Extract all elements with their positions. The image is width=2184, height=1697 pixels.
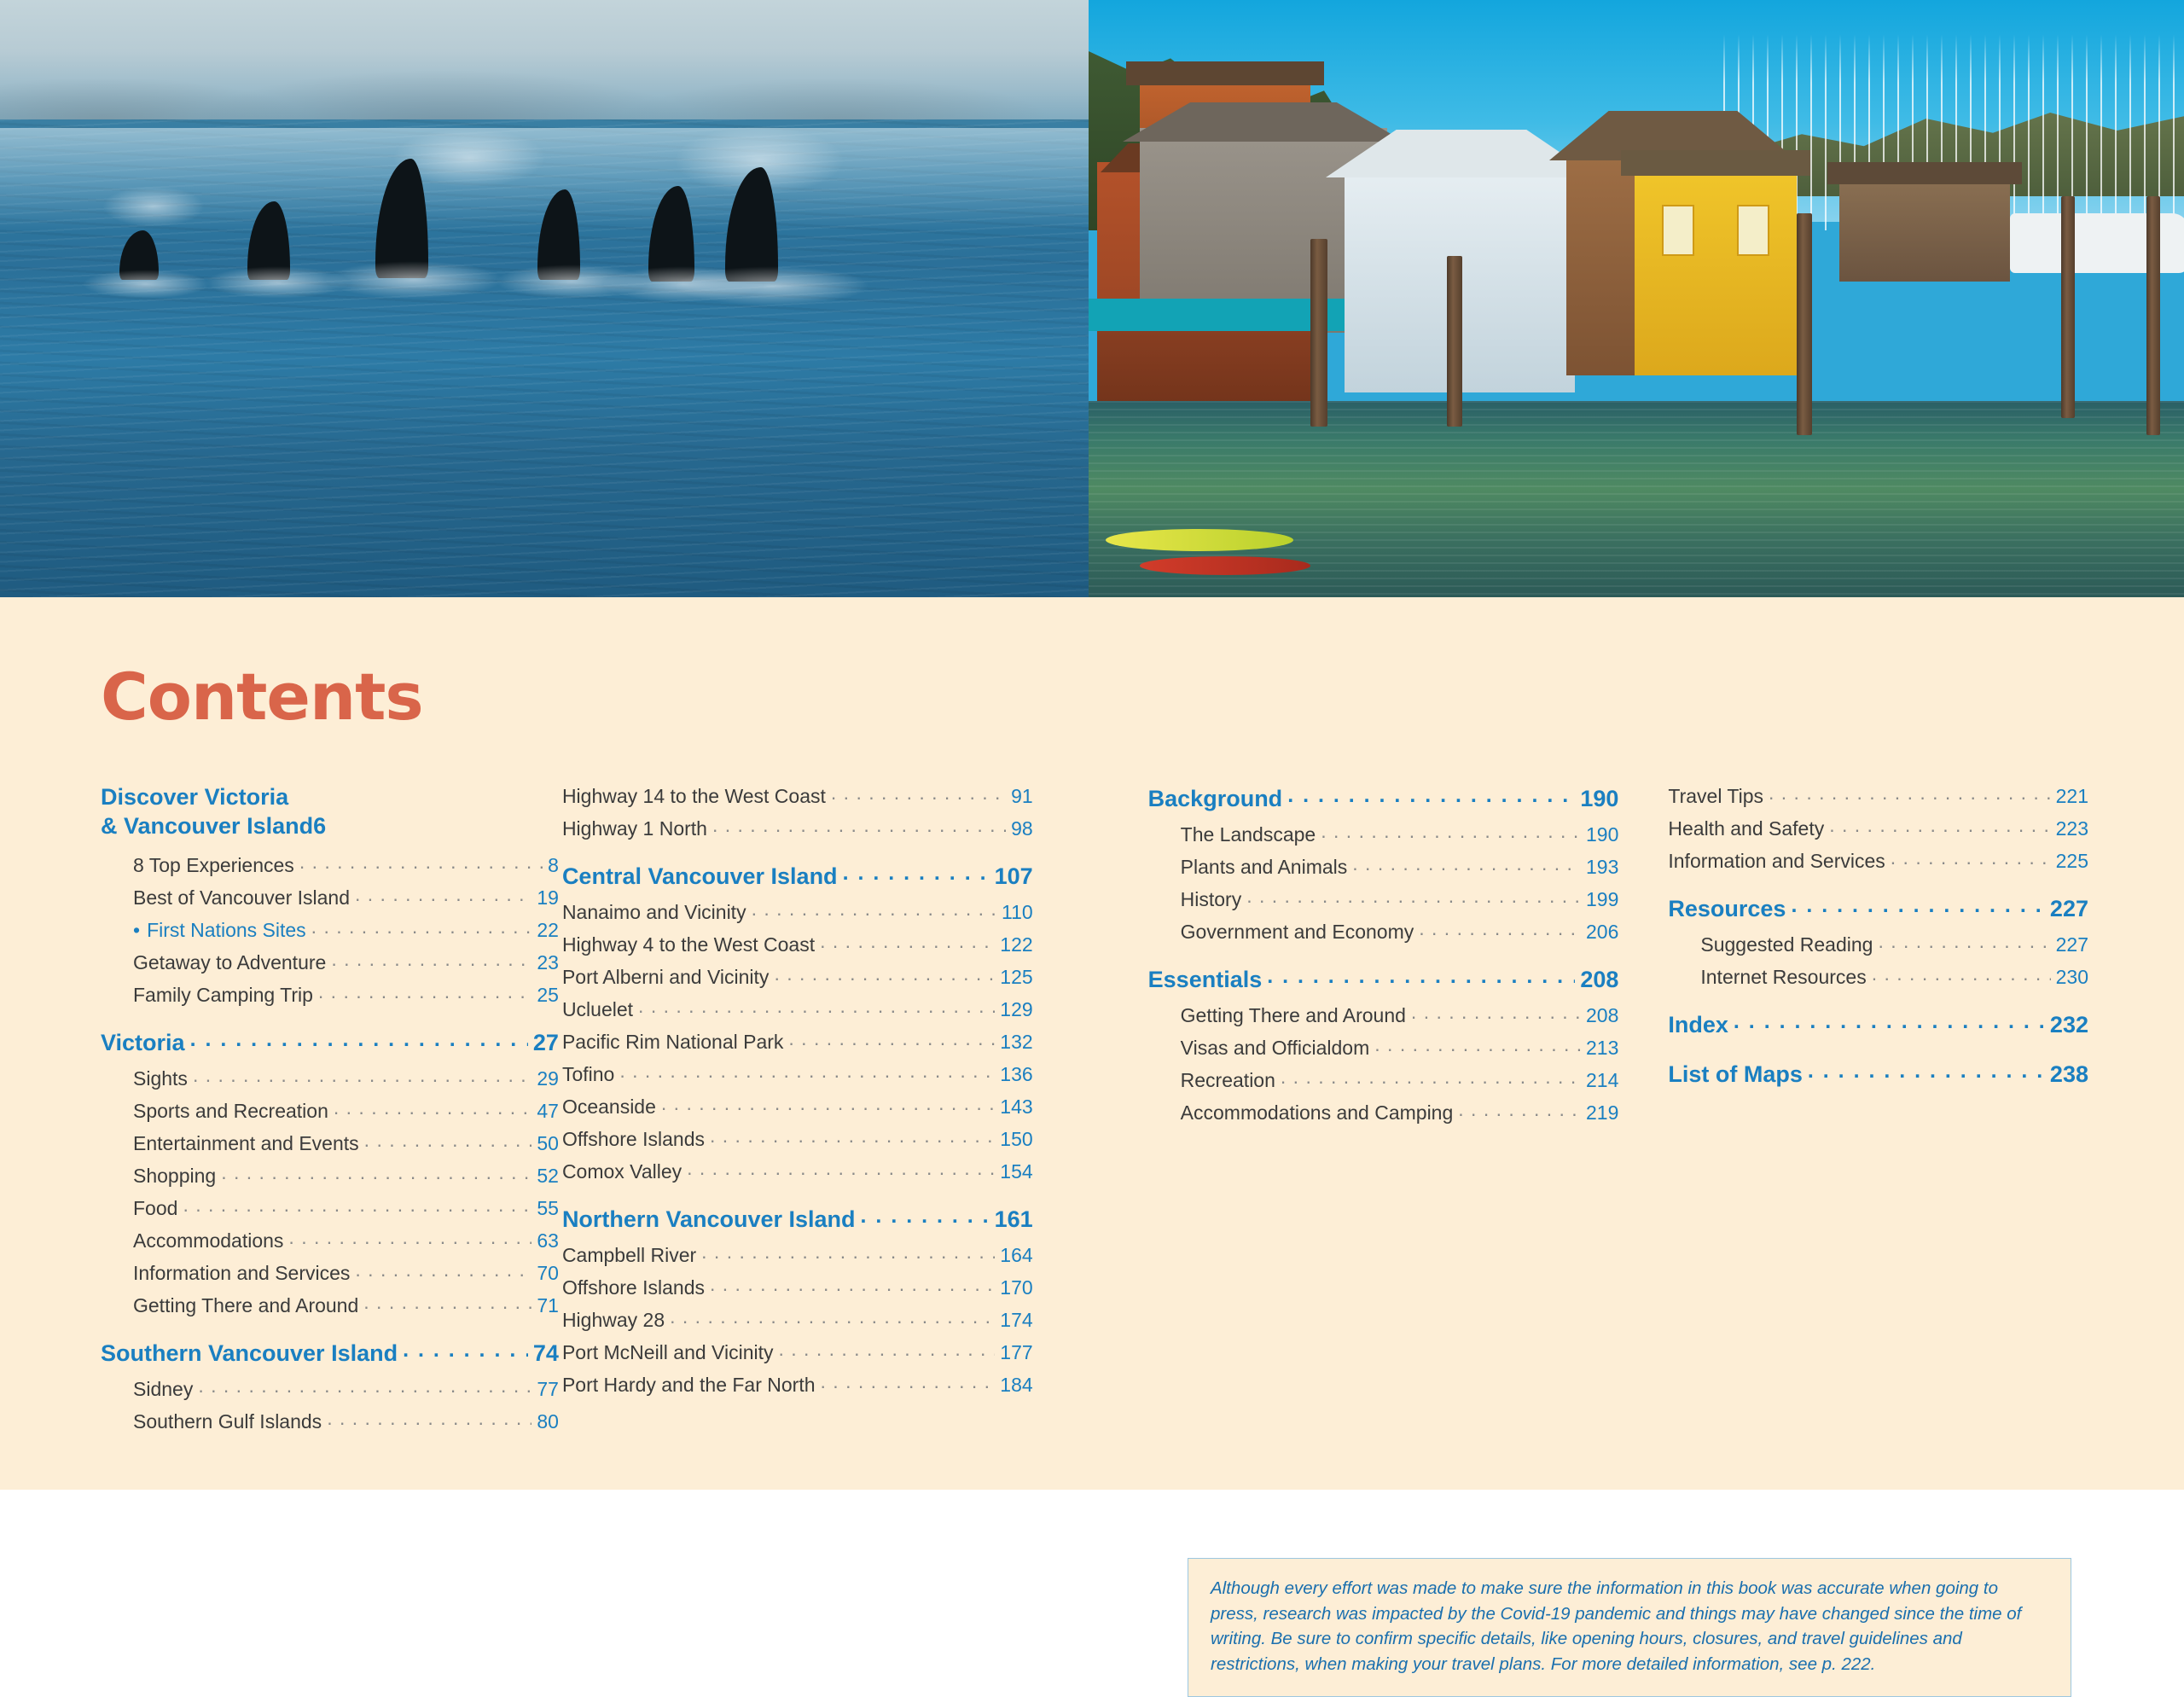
toc-group-index — [1668, 1009, 2088, 1037]
kayak-red — [1140, 556, 1310, 575]
toc-item[interactable] — [562, 1126, 1033, 1149]
toc-item-page: 227 — [2055, 933, 2088, 956]
toc-item-page: 221 — [2055, 785, 2088, 807]
leader-dots — [1808, 1059, 2045, 1082]
orca-wake-3 — [324, 261, 503, 299]
leader-dots — [1458, 1100, 1581, 1119]
leader-dots — [687, 1159, 995, 1178]
toc-item-label: Entertainment and Events — [133, 1131, 359, 1154]
page-title: Contents — [101, 659, 423, 735]
toc-item-label: Government and Economy — [1180, 921, 1414, 943]
leader-dots — [190, 1027, 528, 1050]
leader-dots — [299, 852, 543, 872]
toc-item[interactable] — [1181, 1100, 1619, 1123]
toc-item-label: Sidney — [133, 1377, 194, 1400]
toc-group-background — [1148, 783, 1619, 942]
toc-group-discover-victoria — [101, 783, 559, 1005]
toc-item-label: Internet Resources — [1700, 966, 1867, 988]
toc-head-line1: Discover Victoria — [101, 784, 289, 810]
toc-item-page: 129 — [1000, 998, 1033, 1020]
toc-item-page: 77 — [537, 1377, 559, 1400]
toc-item[interactable] — [562, 783, 1033, 806]
toc-item-label: Information and Services — [1668, 850, 1885, 872]
toc-item[interactable] — [562, 997, 1033, 1020]
toc-item-page: 190 — [1586, 823, 1619, 846]
leader-dots — [311, 917, 532, 937]
toc-item[interactable] — [133, 1376, 559, 1399]
toc-item-page: 150 — [1000, 1128, 1033, 1150]
leader-dots — [1281, 1067, 1581, 1087]
toc-group-central-vancouver-island — [562, 861, 1033, 1182]
toc-item-page: 213 — [1586, 1037, 1619, 1059]
toc-item-page: 29 — [537, 1066, 559, 1090]
toc-head-page: 232 — [2049, 1012, 2088, 1037]
leader-dots — [334, 1098, 531, 1118]
toc-item[interactable] — [133, 1066, 559, 1089]
marina-photo — [1089, 0, 2184, 597]
toc-group-northern-vancouver-island — [562, 1204, 1033, 1395]
toc-item-page: 80 — [537, 1409, 559, 1433]
toc-column-4 — [1668, 783, 2088, 1454]
toc-item-page: 8 — [548, 853, 559, 876]
toc-item-page: 98 — [1011, 817, 1033, 840]
toc-item[interactable] — [1181, 854, 1619, 877]
leader-dots — [638, 997, 995, 1016]
toc-group-essentials — [1148, 964, 1619, 1123]
toc-head-resources[interactable] — [1668, 893, 2088, 921]
toc-item-label: Comox Valley — [561, 1160, 682, 1183]
leader-dots — [779, 1340, 996, 1359]
toc-item[interactable] — [133, 982, 559, 1005]
toc-head-northern-vancouver-island[interactable] — [562, 1204, 1033, 1231]
leader-dots — [1872, 964, 2051, 984]
leader-dots — [774, 964, 995, 984]
toc-item-label: Highway 1 North — [561, 817, 707, 840]
toc-item[interactable] — [133, 1293, 559, 1316]
toc-item-page: 154 — [1000, 1160, 1033, 1183]
toc-item[interactable] — [562, 1340, 1033, 1363]
covid-notice-box — [1188, 1558, 2071, 1697]
toc-item[interactable] — [1668, 848, 2088, 871]
toc-item-page: 199 — [1586, 888, 1619, 910]
leader-dots — [198, 1376, 531, 1396]
leader-dots — [1419, 919, 1581, 939]
leader-dots — [820, 932, 995, 951]
toc-item-label: Sights — [133, 1066, 188, 1090]
orca-wake-6 — [674, 266, 870, 305]
toc-item[interactable] — [1181, 886, 1619, 910]
toc-item[interactable] — [133, 1098, 559, 1121]
toc-head-essentials[interactable] — [1148, 964, 1619, 991]
orca-photo — [0, 0, 1089, 597]
toc-item-label: 8 Top Experiences — [133, 853, 294, 876]
toc-group-southern-vancouver-island — [101, 1338, 559, 1432]
toc-item[interactable] — [562, 1061, 1033, 1084]
toc-item[interactable] — [133, 1163, 559, 1186]
covid-notice-text: Although every effort was made to make sure the information in this book was accurate when going to press, research was impacted by the Covid-19 pandemic and things may have changed since the time of writing. Be sure to confirm specific details, like opening hours, closures, and travel guidelines and restrictions, when making your travel plans. For more detailed information, see p. 222. — [1211, 1578, 2022, 1675]
toc-item-label: Suggested Reading — [1700, 933, 1873, 956]
leader-dots — [364, 1130, 532, 1150]
leader-dots — [712, 816, 1006, 835]
contents-page — [0, 597, 2184, 1675]
toc-item-page: 174 — [1000, 1309, 1033, 1331]
toc-item-label: Best of Vancouver Island — [133, 886, 350, 909]
leader-dots — [661, 1094, 995, 1113]
toc-item-label: Visas and Officialdom — [1180, 1037, 1370, 1059]
toc-item-label: First Nations Sites — [147, 918, 306, 941]
hero-image-band — [0, 0, 2184, 597]
toc-item-page: 70 — [537, 1261, 559, 1284]
toc-column-1 — [101, 783, 559, 1454]
toc-item-label: Sports and Recreation — [133, 1099, 328, 1122]
toc-item-page: 184 — [1000, 1374, 1033, 1396]
leader-dots — [331, 950, 531, 969]
toc-item-page: 23 — [537, 950, 559, 973]
leader-dots — [355, 885, 531, 904]
toc-columns — [101, 783, 2088, 1454]
toc-item[interactable] — [1181, 1067, 1619, 1090]
toc-item-page: 125 — [1000, 966, 1033, 988]
toc-item-page: 225 — [2055, 850, 2088, 872]
toc-item-page: 208 — [1586, 1004, 1619, 1026]
toc-item-page: 122 — [1000, 933, 1033, 956]
toc-item-label: Family Camping Trip — [133, 983, 313, 1006]
toc-item-label: Port Alberni and Vicinity — [561, 966, 770, 988]
toc-group-list-of-maps — [1668, 1059, 2088, 1086]
toc-item-label: Nanaimo and Vicinity — [561, 901, 746, 923]
toc-group-southern-cont — [562, 783, 1033, 839]
window-yellow-1 — [1662, 205, 1694, 256]
toc-item[interactable] — [1700, 964, 2088, 987]
toc-head-label: Essentials — [1147, 967, 1263, 992]
kayak-yellow — [1106, 529, 1293, 551]
toc-item-label: Highway 14 to the West Coast — [561, 785, 826, 807]
toc-item-label: Oceanside — [561, 1095, 656, 1118]
leader-dots — [221, 1163, 531, 1183]
toc-head-label: Central Vancouver Island — [561, 863, 838, 889]
toc-head-index[interactable] — [1668, 1009, 2088, 1037]
leader-dots — [1352, 854, 1581, 874]
toc-head-page: 27 — [532, 1029, 559, 1055]
leader-dots — [710, 1275, 995, 1294]
toc-head-page: 227 — [2049, 896, 2088, 921]
toc-item[interactable] — [133, 1409, 559, 1432]
leader-dots — [1287, 783, 1575, 806]
piling-2 — [1447, 256, 1462, 427]
leader-dots — [1878, 932, 2050, 951]
leader-dots — [1769, 783, 2051, 803]
toc-item-page: 143 — [1000, 1095, 1033, 1118]
toc-item[interactable] — [1668, 783, 2088, 806]
toc-item-label: Information and Services — [133, 1261, 351, 1284]
leader-dots — [1829, 816, 2050, 835]
toc-item-label: The Landscape — [1180, 823, 1316, 846]
roof-dock-right — [1827, 162, 2022, 184]
toc-item-page: 22 — [537, 918, 559, 941]
toc-item-page: 170 — [1000, 1276, 1033, 1299]
roof-teal-cabin — [1089, 299, 1345, 331]
toc-item[interactable] — [133, 1260, 559, 1283]
toc-item-label: Highway 28 — [561, 1309, 665, 1331]
leader-dots — [788, 1029, 995, 1049]
toc-head-label: Index — [1668, 1012, 1728, 1037]
toc-column-2 — [562, 783, 1033, 1454]
toc-head-label: Resources — [1668, 896, 1786, 921]
roof-yellow — [1621, 150, 1810, 176]
toc-item[interactable] — [1181, 1035, 1619, 1058]
toc-group-essentials-cont — [1668, 783, 2088, 871]
toc-head-page: 208 — [1580, 967, 1619, 992]
toc-item[interactable] — [133, 1130, 559, 1154]
toc-item-page: 91 — [1011, 785, 1033, 807]
toc-item-label: Port Hardy and the Far North — [561, 1374, 816, 1396]
toc-item[interactable] — [1668, 816, 2088, 839]
leader-dots — [288, 1228, 531, 1247]
toc-item-label: Health and Safety — [1668, 817, 1825, 840]
toc-item-page: 223 — [2055, 817, 2088, 840]
toc-item[interactable] — [562, 1275, 1033, 1298]
toc-item-label: Plants and Animals — [1180, 856, 1348, 878]
toc-item[interactable] — [562, 964, 1033, 987]
toc-item[interactable] — [133, 1195, 559, 1218]
piling-3 — [1797, 213, 1812, 435]
leader-dots — [193, 1066, 531, 1085]
leader-dots — [843, 861, 990, 884]
leader-dots — [861, 1204, 990, 1227]
toc-item-highlight[interactable] — [133, 917, 559, 940]
toc-head-page: 190 — [1580, 786, 1619, 811]
toc-item-label: Getting There and Around — [1180, 1004, 1406, 1026]
leader-dots — [670, 1307, 995, 1327]
toc-item-label: Campbell River — [561, 1244, 697, 1266]
toc-item-label: Offshore Islands — [561, 1128, 705, 1150]
toc-item-label: History — [1180, 888, 1242, 910]
toc-head-background[interactable] — [1148, 783, 1619, 811]
leader-dots — [752, 899, 996, 919]
toc-head-line2: & Vancouver Island — [101, 812, 314, 839]
toc-head-list-of-maps[interactable] — [1668, 1059, 2088, 1086]
toc-head-page: 238 — [2049, 1061, 2088, 1087]
toc-head-victoria[interactable] — [101, 1027, 559, 1055]
leader-dots — [183, 1195, 531, 1215]
building-yellow — [1635, 171, 1797, 375]
toc-group-victoria — [101, 1027, 559, 1316]
toc-item-label: Accommodations and Camping — [1180, 1101, 1454, 1124]
toc-head-page: 74 — [532, 1340, 559, 1366]
toc-item-page: 71 — [537, 1293, 559, 1316]
toc-head-southern-vancouver-island[interactable] — [101, 1338, 559, 1365]
leader-dots — [1411, 1003, 1581, 1022]
toc-head-page: 6 — [313, 812, 327, 839]
toc-item[interactable] — [562, 899, 1033, 922]
leader-dots — [327, 1409, 531, 1428]
toc-item[interactable] — [562, 1307, 1033, 1330]
toc-item-label: Travel Tips — [1668, 785, 1763, 807]
toc-item-page: 214 — [1586, 1069, 1619, 1091]
leader-dots — [355, 1260, 531, 1280]
leader-dots — [821, 1372, 996, 1392]
toc-item-label: Getting There and Around — [133, 1293, 359, 1316]
toc-head-central-vancouver-island[interactable] — [562, 861, 1033, 888]
toc-item[interactable] — [562, 816, 1033, 839]
toc-head-page: 107 — [994, 863, 1033, 889]
toc-item-label: Port McNeill and Vicinity — [561, 1341, 774, 1363]
toc-item-page: 63 — [537, 1229, 559, 1252]
toc-item[interactable] — [562, 1094, 1033, 1117]
toc-item-page: 206 — [1586, 921, 1619, 943]
distant-mountains — [0, 17, 1089, 119]
toc-item-page: 177 — [1000, 1341, 1033, 1363]
toc-item[interactable] — [133, 950, 559, 973]
leader-dots — [1791, 893, 2044, 916]
leader-dots — [1374, 1035, 1581, 1055]
toc-item-page: 50 — [537, 1131, 559, 1154]
toc-item-page: 193 — [1586, 856, 1619, 878]
toc-item[interactable] — [1700, 932, 2088, 955]
leader-dots — [1267, 964, 1575, 987]
toc-item-label: Pacific Rim National Park — [561, 1031, 784, 1053]
toc-head-label: Victoria — [101, 1029, 185, 1055]
leader-dots — [403, 1338, 528, 1361]
toc-item-page: 25 — [537, 983, 559, 1006]
window-yellow-2 — [1737, 205, 1769, 256]
toc-item-page: 136 — [1000, 1063, 1033, 1085]
toc-head-label: Southern Vancouver Island — [101, 1340, 398, 1366]
toc-head-label: List of Maps — [1668, 1061, 1803, 1087]
leader-dots — [831, 783, 1006, 803]
leader-dots — [1246, 886, 1581, 906]
leader-dots — [619, 1061, 995, 1081]
toc-item-label: Shopping — [133, 1164, 217, 1187]
leader-dots — [701, 1242, 995, 1262]
toc-item-label: Tofino — [561, 1063, 615, 1085]
toc-item-page: 52 — [537, 1164, 559, 1187]
toc-column-3 — [1148, 783, 1619, 1454]
toc-item[interactable] — [1181, 822, 1619, 845]
toc-head-page: 161 — [994, 1206, 1033, 1232]
leader-dots — [318, 982, 531, 1002]
leader-dots — [363, 1293, 531, 1312]
toc-item-page: 110 — [1001, 901, 1033, 923]
toc-item-page: 230 — [2055, 966, 2088, 988]
piling-1 — [1310, 239, 1327, 427]
toc-item[interactable] — [562, 1242, 1033, 1265]
toc-item[interactable] — [1181, 1003, 1619, 1026]
toc-item[interactable] — [133, 852, 559, 875]
roof-brown-cabin — [1126, 61, 1324, 85]
toc-item-page: 47 — [537, 1099, 559, 1122]
toc-item-label: Getaway to Adventure — [133, 950, 327, 973]
toc-item[interactable] — [1181, 919, 1619, 942]
toc-group-resources — [1668, 893, 2088, 987]
dock-structure-right — [1839, 179, 2010, 282]
toc-item-label: Ucluelet — [561, 998, 634, 1020]
toc-item[interactable] — [562, 1029, 1033, 1052]
toc-head-label: Northern Vancouver Island — [561, 1206, 856, 1232]
toc-item-page: 132 — [1000, 1031, 1033, 1053]
piling-5 — [2146, 196, 2160, 435]
leader-dots — [1734, 1009, 2045, 1032]
toc-item-page: 219 — [1586, 1101, 1619, 1124]
toc-head-discover-victoria[interactable] — [101, 783, 559, 841]
toc-item[interactable] — [133, 1228, 559, 1251]
toc-item-page: 55 — [537, 1196, 559, 1219]
toc-item[interactable] — [562, 932, 1033, 955]
toc-item-page: 19 — [537, 886, 559, 909]
toc-item-label: Recreation — [1180, 1069, 1275, 1091]
toc-item-label: Food — [133, 1196, 178, 1219]
toc-item[interactable] — [562, 1372, 1033, 1395]
leader-dots — [1891, 848, 2051, 868]
orca-wake-1 — [82, 270, 210, 299]
bullet-icon: • — [133, 918, 141, 941]
toc-item[interactable] — [562, 1159, 1033, 1182]
toc-item[interactable] — [133, 885, 559, 908]
toc-item-label: Southern Gulf Islands — [133, 1409, 322, 1433]
toc-item-label: Accommodations — [133, 1229, 284, 1252]
leader-dots — [710, 1126, 995, 1146]
orca-spray-1 — [102, 186, 205, 227]
toc-item-page: 164 — [1000, 1244, 1033, 1266]
toc-item-label: Offshore Islands — [561, 1276, 705, 1299]
toc-head-label: Background — [1147, 786, 1283, 811]
toc-item-label: Highway 4 to the West Coast — [561, 933, 816, 956]
leader-dots — [1321, 822, 1581, 841]
piling-4 — [2061, 196, 2075, 418]
